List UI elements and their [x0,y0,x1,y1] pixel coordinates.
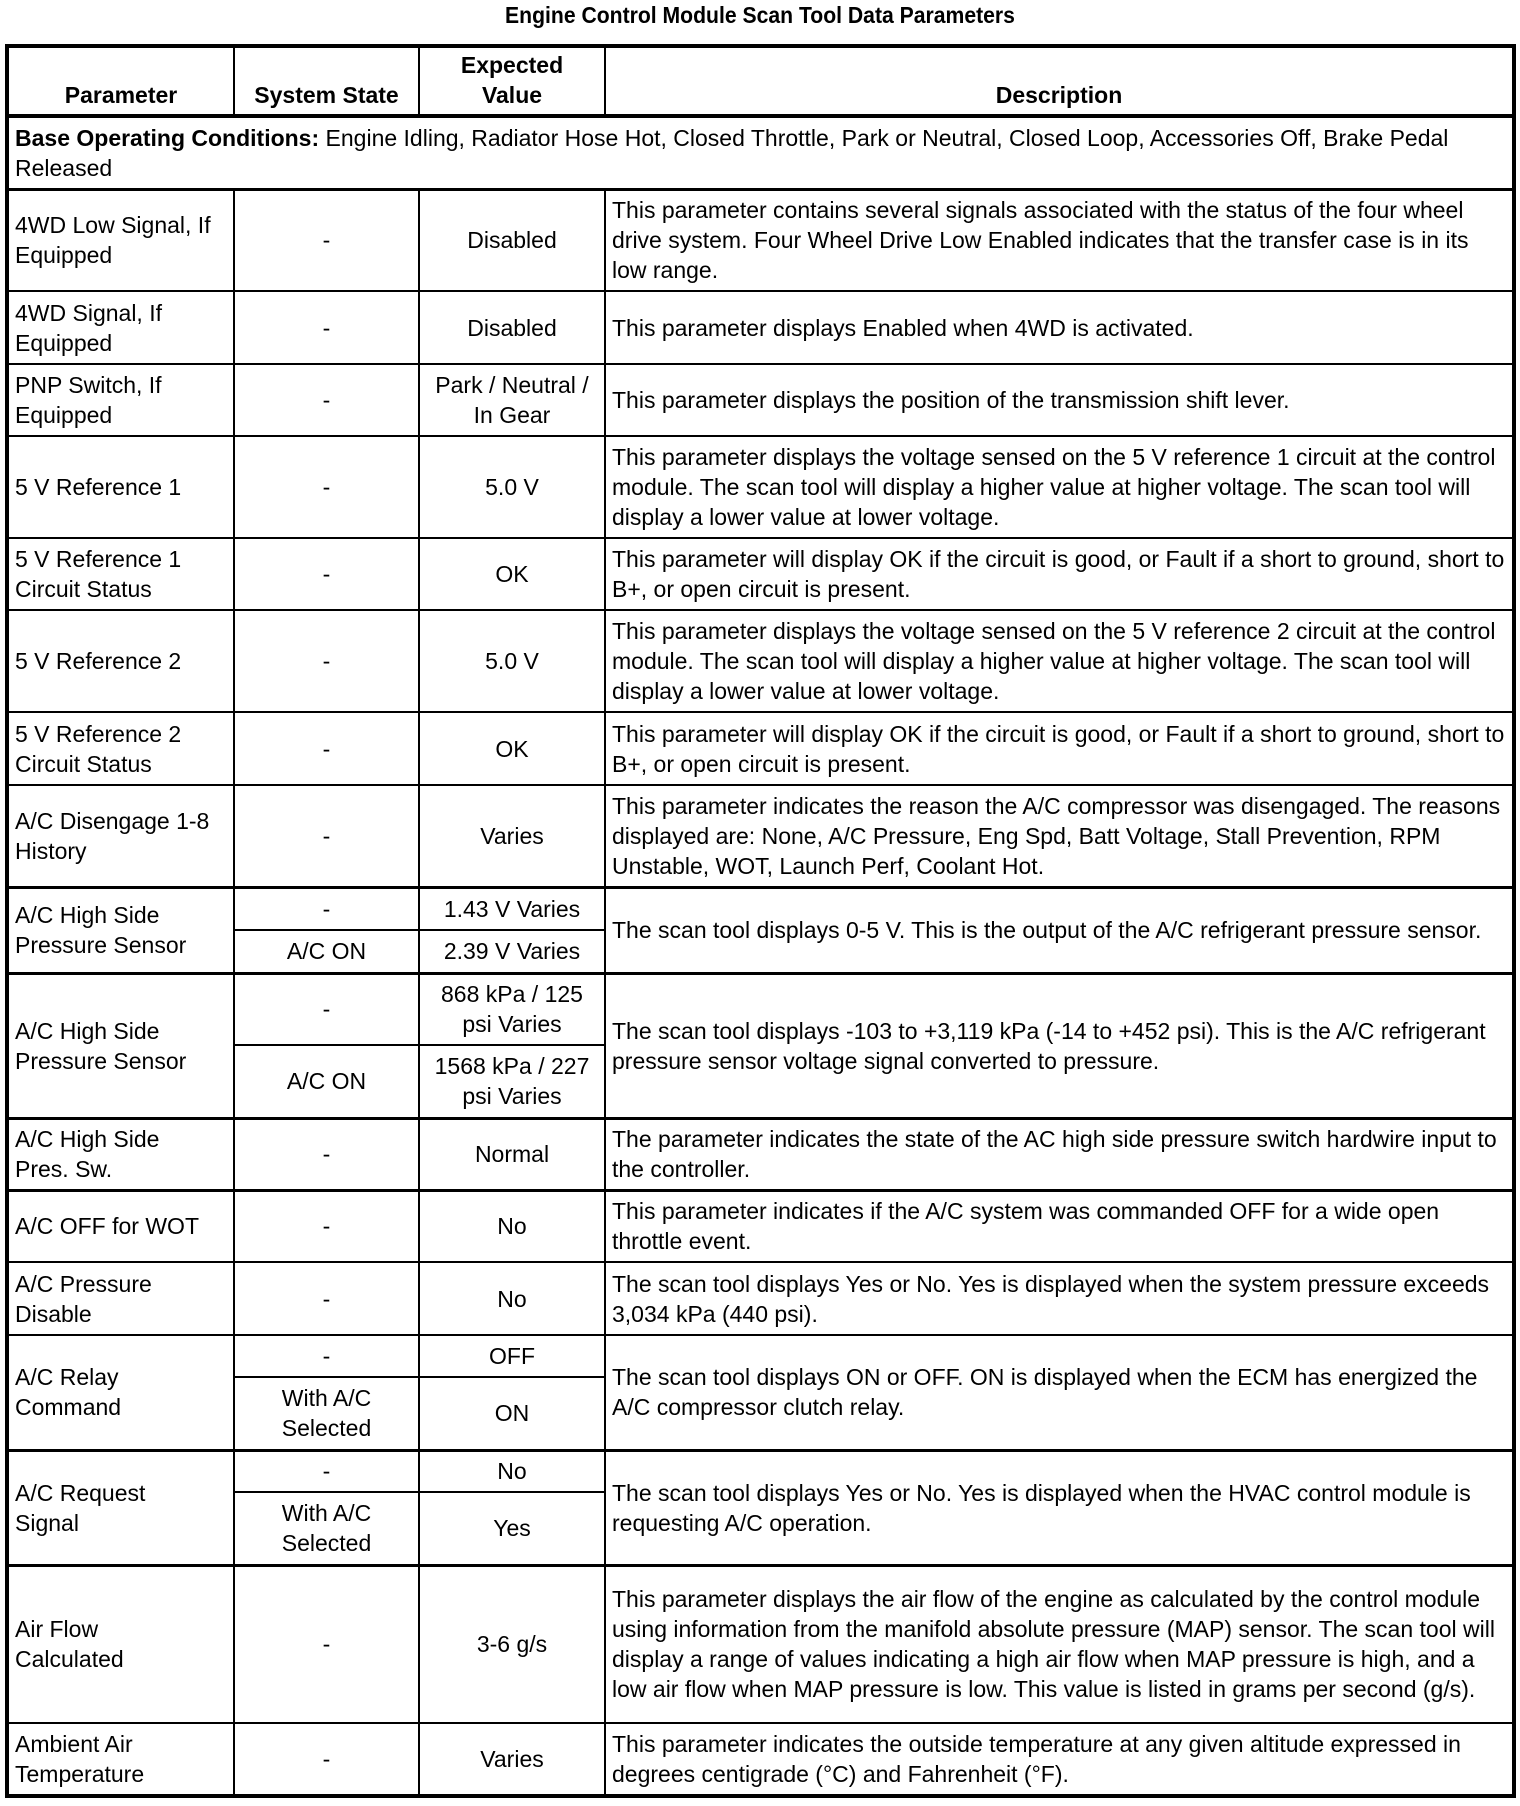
system-state-cell: A/C ON [234,930,419,973]
system-state-cell: - [234,887,419,930]
expected-value-cell: Disabled [419,291,605,364]
expected-value-cell: Yes [419,1492,605,1565]
description-cell: This parameter indicates if the A/C system was commanded OFF for a wide open throttle event. [605,1190,1514,1262]
expected-value-cell: OK [419,538,605,610]
scan-tool-data-table [5,44,1516,1798]
header-system-state: System State [234,46,419,116]
system-state-cell: - [234,1723,419,1796]
description-cell: This parameter contains several signals associated with the status of the four wheel drive system. Four Wheel Drive Low Enabled indicates that the transfer case is in its low range. [605,189,1514,291]
parameter-cell: A/C Disengage 1-8 History [7,785,234,887]
expected-value-cell: 2.39 V Varies [419,930,605,973]
table-row [7,1118,1514,1190]
header-parameter: Parameter [7,46,234,116]
system-state-cell: - [234,610,419,712]
expected-value-cell: 1568 kPa / 227 psi Varies [419,1045,605,1118]
description-cell: This parameter will display OK if the circuit is good, or Fault if a short to ground, short to B+, or open circuit is present. [605,712,1514,785]
system-state-cell: - [234,1335,419,1377]
header-description: Description [605,46,1514,116]
base-conditions-text: Engine Idling, Radiator Hose Hot, Closed Throttle, Park or Neutral, Closed Loop, Accessories Off, Brake Pedal Released [15,124,1449,181]
expected-value-cell: OK [419,712,605,785]
parameter-cell: Air Flow Calculated [7,1565,234,1723]
parameter-cell: A/C OFF for WOT [7,1190,234,1262]
base-conditions-label: Base Operating Conditions: [15,124,320,151]
expected-value-cell: 5.0 V [419,610,605,712]
table-row [7,610,1514,712]
description-cell: This parameter displays the voltage sensed on the 5 V reference 1 circuit at the control module. The scan tool will display a higher value at higher voltage. The scan tool will display a lower value at lower voltage. [605,436,1514,538]
expected-value-cell: 868 kPa / 125 psi Varies [419,973,605,1045]
table-row [7,291,1514,364]
description-cell: This parameter indicates the outside temperature at any given altitude expressed in degrees centigrade (°C) and Fahrenheit (°F). [605,1723,1514,1796]
description-cell: This parameter will display OK if the circuit is good, or Fault if a short to ground, short to B+, or open circuit is present. [605,538,1514,610]
expected-value-cell: OFF [419,1335,605,1377]
parameter-cell: A/C Relay Command [7,1335,234,1450]
parameter-cell: A/C Request Signal [7,1450,234,1565]
description-cell: The scan tool displays 0-5 V. This is the output of the A/C refrigerant pressure sensor. [605,887,1514,973]
expected-value-cell: 1.43 V Varies [419,887,605,930]
parameter-cell: 4WD Low Signal, If Equipped [7,189,234,291]
parameter-cell: A/C High Side Pres. Sw. [7,1118,234,1190]
table-row [7,1723,1514,1796]
document-title: Engine Control Module Scan Tool Data Parameters [505,2,1015,28]
system-state-cell: - [234,364,419,436]
system-state-cell: With A/C Selected [234,1377,419,1450]
base-conditions-row [7,116,1514,189]
system-state-cell: - [234,785,419,887]
description-cell: The scan tool displays Yes or No. Yes is displayed when the system pressure exceeds 3,034 kPa (440 psi). [605,1262,1514,1335]
table-row [7,364,1514,436]
description-cell: This parameter displays Enabled when 4WD is activated. [605,291,1514,364]
system-state-cell: - [234,1118,419,1190]
table-header-row [7,46,1514,116]
expected-value-cell: Normal [419,1118,605,1190]
table-row [7,1262,1514,1335]
expected-value-cell: No [419,1190,605,1262]
table-row [7,1565,1514,1723]
expected-value-cell: ON [419,1377,605,1450]
table-row [7,887,1514,930]
system-state-cell: - [234,1565,419,1723]
system-state-cell: - [234,973,419,1045]
parameter-cell: 5 V Reference 1 Circuit Status [7,538,234,610]
parameter-cell: A/C High Side Pressure Sensor [7,973,234,1118]
parameter-cell: 5 V Reference 1 [7,436,234,538]
system-state-cell: With A/C Selected [234,1492,419,1565]
system-state-cell: - [234,436,419,538]
system-state-cell: - [234,1190,419,1262]
expected-value-cell: 5.0 V [419,436,605,538]
table-row [7,712,1514,785]
table-row [7,1190,1514,1262]
expected-value-cell: 3-6 g/s [419,1565,605,1723]
expected-value-cell: No [419,1262,605,1335]
system-state-cell: - [234,1262,419,1335]
table-row [7,973,1514,1045]
expected-value-cell: Varies [419,1723,605,1796]
parameter-cell: 4WD Signal, If Equipped [7,291,234,364]
expected-value-cell: Park / Neutral / In Gear [419,364,605,436]
base-conditions [7,116,1514,189]
parameter-cell: 5 V Reference 2 [7,610,234,712]
system-state-cell: - [234,1450,419,1492]
system-state-cell: - [234,712,419,785]
description-cell: This parameter indicates the reason the A/C compressor was disengaged. The reasons displayed are: None, A/C Pressure, Eng Spd, Batt Voltage, Stall Prevention, RPM Unstable, WOT, Launch Perf, Coolant Hot. [605,785,1514,887]
table-row [7,189,1514,291]
parameter-cell: A/C High Side Pressure Sensor [7,887,234,973]
parameter-cell: PNP Switch, If Equipped [7,364,234,436]
description-cell: The scan tool displays -103 to +3,119 kPa (-14 to +452 psi). This is the A/C refrigerant pressure sensor voltage signal converted to pressure. [605,973,1514,1118]
table-row [7,436,1514,538]
description-cell: This parameter displays the voltage sensed on the 5 V reference 2 circuit at the control module. The scan tool will display a higher value at higher voltage. The scan tool will display a lower value at lower voltage. [605,610,1514,712]
table-row [7,1335,1514,1377]
parameter-cell: 5 V Reference 2 Circuit Status [7,712,234,785]
system-state-cell: A/C ON [234,1045,419,1118]
system-state-cell: - [234,189,419,291]
description-cell: This parameter displays the air flow of the engine as calculated by the control module using information from the manifold absolute pressure (MAP) sensor. The scan tool will display a range of values indicating a high air flow when MAP pressure is high, and a low air flow when MAP pressure is low. This value is listed in grams per second (g/s). [605,1565,1514,1723]
table-row [7,1450,1514,1492]
system-state-cell: - [234,291,419,364]
system-state-cell: - [234,538,419,610]
table-row [7,538,1514,610]
parameter-cell: Ambient Air Temperature [7,1723,234,1796]
header-expected-value: Expected Value [419,46,605,116]
description-cell: The scan tool displays Yes or No. Yes is displayed when the HVAC control module is requesting A/C operation. [605,1450,1514,1565]
parameter-cell: A/C Pressure Disable [7,1262,234,1335]
description-cell: The scan tool displays ON or OFF. ON is displayed when the ECM has energized the A/C compressor clutch relay. [605,1335,1514,1450]
description-cell: The parameter indicates the state of the AC high side pressure switch hardwire input to the controller. [605,1118,1514,1190]
expected-value-cell: Disabled [419,189,605,291]
table-row [7,785,1514,887]
expected-value-cell: Varies [419,785,605,887]
description-cell: This parameter displays the position of the transmission shift lever. [605,364,1514,436]
expected-value-cell: No [419,1450,605,1492]
